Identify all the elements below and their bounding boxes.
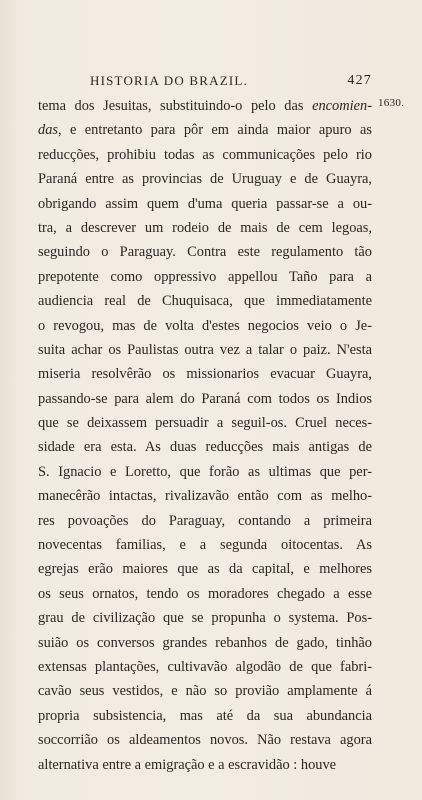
text-line: grau de civilização que se propunha o systema. Pos- — [38, 610, 372, 627]
text-line: Paraná entre as provincias de Uruguay e de Guayra, — [38, 171, 372, 188]
text-line: miseria resolvêrão os missionarios evacuar Guayra, — [38, 366, 372, 383]
body-text — [38, 94, 372, 777]
text-line: suião os conversos grandes rebanhos de gado, tinhão — [38, 634, 372, 651]
text-line: seguindo o Paraguay. Contra este regulamento tão — [38, 244, 372, 261]
text-line: egrejas erão maiores que as da capital, e melhores — [38, 561, 372, 578]
text-line: que se deixassem persuadir a seguil-os. Cruel neces- — [38, 415, 372, 432]
text-line: passando-se para alem do Paraná com todos os Indios — [38, 390, 372, 407]
text-line: tra, a descrever um rodeio de mais de cem legoas, — [38, 219, 372, 236]
text-line: audiencia real de Chuquisaca, que immediatamente — [38, 293, 372, 310]
text-line: novecentas familias, e a segunda oitocentas. As — [38, 537, 372, 554]
text-line: extensas plantações, cultivavão algodão de que fabri- — [38, 658, 372, 675]
text-line: res povoações do Paraguay, contando a primeira — [38, 512, 372, 529]
text-line: obrigando assim quem d'uma queria passar-se a ou- — [38, 195, 372, 212]
text-line: reducções, prohibiu todas as communicações pelo rio — [38, 146, 372, 163]
text-line: cavão seus vestidos, e não so provião amplamente á — [38, 683, 372, 700]
margin-year-note: 1630. — [378, 97, 405, 109]
text-line: prepotente como oppressivo appellou Taño para a — [38, 268, 372, 285]
text-line: tema dos Jesuitas, substituindo-o pelo das encomien- — [38, 98, 372, 114]
text-line: suita achar os Paulistas outra vez a talar o paiz. N'esta — [38, 341, 372, 358]
text-line: alternativa entre a emigração e a escravidão : houve — [38, 756, 337, 773]
running-title: HISTORIA DO BRAZIL. — [90, 73, 248, 88]
text-line: manecêrão intactas, rivalizavão então com as melho- — [38, 488, 372, 505]
text-line: propria subsistencia, mas até da sua abundancia — [38, 707, 372, 724]
page-number: 427 — [347, 73, 372, 88]
text-line: o revogou, mas de volta d'estes negocios veio o Je- — [38, 317, 372, 334]
text-line: das, e entretanto para pôr em ainda maior apuro as — [38, 122, 372, 139]
text-line: S. Ignacio e Loretto, que forão as ultimas que per- — [38, 463, 372, 480]
text-line: sidade era esta. As duas reducções mais antigas de — [38, 439, 372, 456]
page-header — [90, 73, 390, 95]
text-line: soccorrião os aldeamentos novos. Não restava agora — [38, 732, 372, 749]
text-line: os seus ornatos, tendo os moradores chegado a esse — [38, 585, 372, 602]
